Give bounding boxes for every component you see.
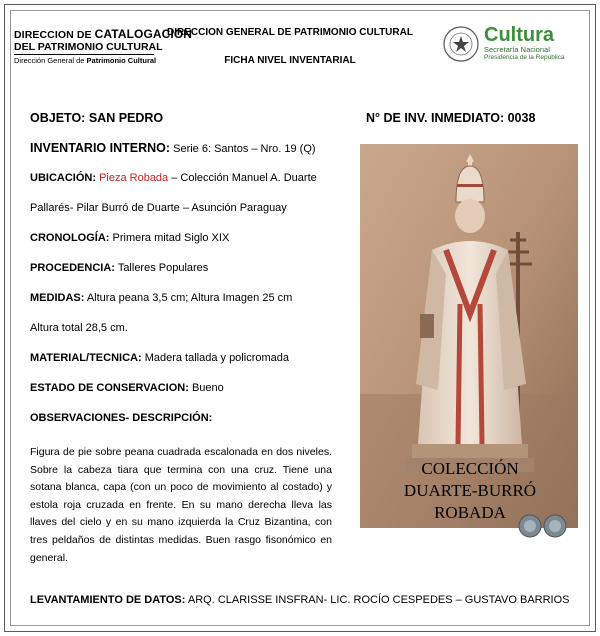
estado-value: Bueno [191,382,224,394]
cronologia-label: CRONOLOGÍA: [30,232,110,244]
cronologia-value: Primera mitad Siglo XIX [112,232,230,244]
republic-seal-icon [443,26,479,62]
estado-row [30,382,224,394]
cultura-logo-line1: Secretaría Nacional [484,45,550,54]
procedencia-row [30,262,208,274]
cultura-logo [484,25,565,62]
procedencia-value: Talleres Populares [117,262,209,274]
cultura-logo-title: Cultura [484,24,554,46]
observaciones-label: OBSERVACIONES- DESCRIPCIÓN: [30,412,213,424]
medidas-row [30,292,292,304]
ubicacion-row [30,172,317,184]
ubicacion-label: UBICACIÓN: [30,172,96,184]
medal-seals-icon [518,513,568,539]
medidas-value-1: Altura peana 3,5 cm; Altura Imagen 25 cm [86,292,293,304]
material-label: MATERIAL/TECNICA: [30,352,142,364]
stamp-line-3: ROBADA [434,503,506,522]
inventario-label: INVENTARIO INTERNO: [30,141,171,155]
num-inv-row [366,111,535,125]
objeto-value: SAN PEDRO [88,111,164,125]
cronologia-row [30,232,229,244]
header-line-1b: CATALOGACION [94,27,193,41]
ubicacion-status: Pieza Robada [99,172,169,184]
cultura-logo-line2: Presidencia de la República [484,54,565,61]
header-line-2: DEL PATRIMONIO CULTURAL [14,41,163,53]
material-row [30,352,289,364]
inventario-row [30,141,316,155]
header-line-3a: Dirección General de [14,56,87,65]
header-line-3b: Patrimonio Cultural [86,56,157,65]
stamp-line-1: COLECCIÓN [421,459,519,478]
medidas-value-2: Altura total 28,5 cm. [30,322,128,334]
levantamiento-value: ARQ. CLARISSE INSFRAN- LIC. ROCÍO CESPEDES – GUSTAVO BARRIOS [187,594,570,606]
procedencia-label: PROCEDENCIA: [30,262,115,274]
center-subtitle: FICHA NIVEL INVENTARIAL [224,55,356,66]
ubicacion-value-2: Pallarés- Pilar Burró de Duarte – Asunción Paraguay [30,202,287,214]
objeto-label: OBJETO: [30,111,86,125]
num-inv-value: 0038 [507,111,536,125]
levantamiento-row [30,594,570,606]
stamp-line-2: DUARTE-BURRÓ [403,481,537,500]
center-title: DIRECCION GENERAL DE PATRIMONIO CULTURAL [167,27,413,38]
header-line-1a: DIRECCION DE [14,29,95,41]
levantamiento-label: LEVANTAMIENTO DE DATOS: [30,594,186,606]
num-inv-label: N° DE INV. INMEDIATO: [366,111,505,125]
descripcion-text: Figura de pie sobre peana cuadrada escalonada en dos niveles. Sobre la cabeza tiara que termina con una cruz. Tiene una sotana blanca, capa (con un poco de movimiento al costado) y estola roja cruzada en frente. En su mano derecha lleva las llaves del cielo y en su mano izquierda la Cruz Bizantina, con tres peldaños de distintas medidas. Buen rasgo fisonómico en general. [30,446,332,564]
material-value: Madera tallada y policromada [144,352,289,364]
inventario-value: Serie 6: Santos – Nro. 19 (Q) [173,143,316,155]
medidas-label: MEDIDAS: [30,292,85,304]
estado-label: ESTADO DE CONSERVACION: [30,382,189,394]
objeto-row [30,111,163,125]
header-rule [14,54,154,55]
ubicacion-value-1: – Colección Manuel A. Duarte [168,172,317,184]
